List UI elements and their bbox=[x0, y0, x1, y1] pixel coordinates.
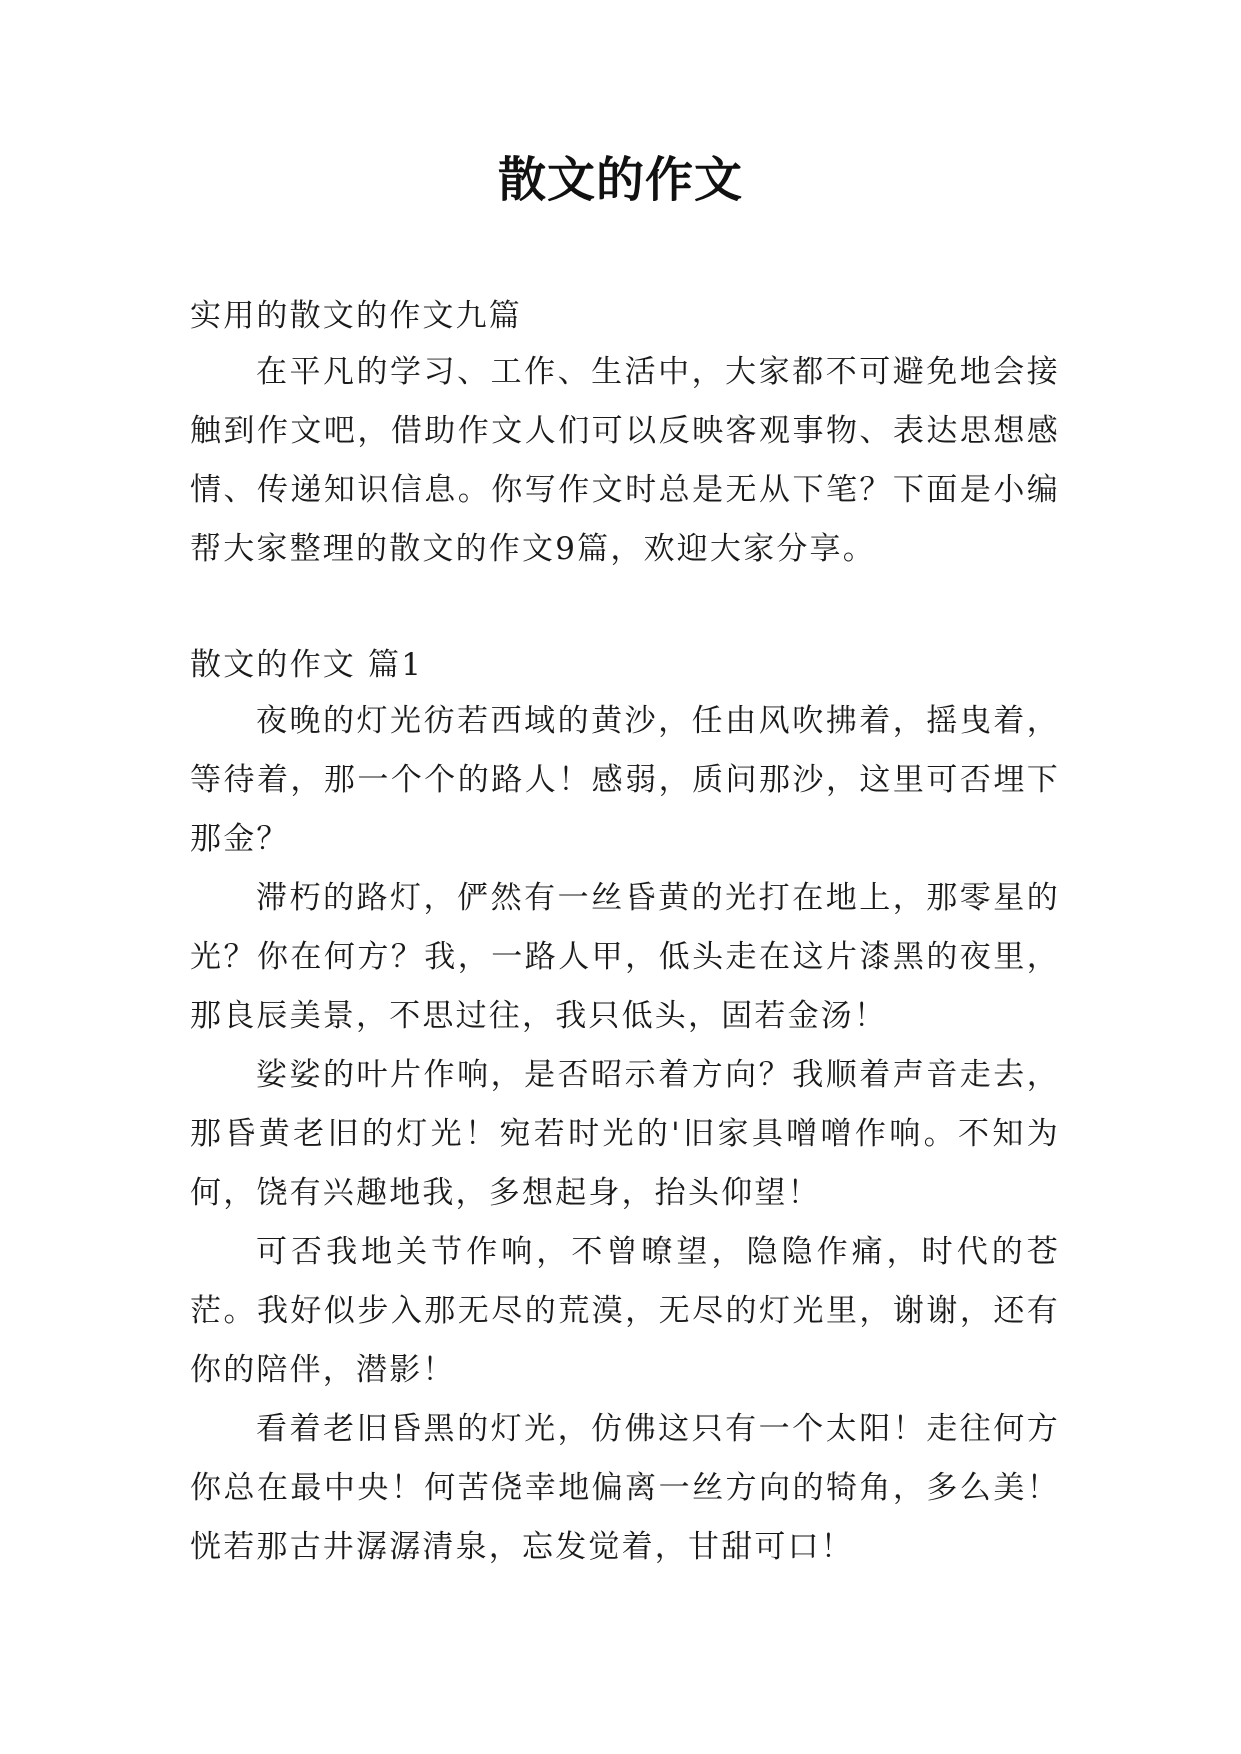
section-body bbox=[190, 692, 1060, 1577]
document-subtitle: 实用的散文的作文九篇 bbox=[190, 298, 522, 334]
section-heading: 散文的作文 篇1 bbox=[190, 647, 424, 683]
body-paragraph: 看着老旧昏黑的灯光，仿佛这只有一个太阳！走往何方你总在最中央！何苦侥幸地偏离一丝方向的犄角，多么美！恍若那古井潺潺清泉，忘发觉着，甘甜可口！ bbox=[190, 1411, 1060, 1565]
document-title: 散文的作文 bbox=[497, 152, 743, 208]
intro-paragraph: 在平凡的学习、工作、生活中，大家都不可避免地会接触到作文吧，借助作文人们可以反映客观事物、表达思想感情、传递知识信息。你写作文时总是无从下笔？下面是小编帮大家整理的散文的作文9篇，欢迎大家分享。 bbox=[190, 354, 1060, 567]
body-paragraph: 夜晚的灯光彷若西域的黄沙，任由风吹拂着，摇曳着，等待着，那一个个的路人！感弱，质问那沙，这里可否埋下那金？ bbox=[190, 703, 1060, 857]
body-paragraph: 可否我地关节作响，不曾暸望，隐隐作痛，时代的苍茫。我好似步入那无尽的荒漠，无尽的灯光里，谢谢，还有你的陪伴，潜影！ bbox=[190, 1234, 1060, 1388]
intro-block bbox=[190, 343, 1060, 579]
body-paragraph: 娑娑的叶片作响，是否昭示着方向？我顺着声音走去，那昏黄老旧的灯光！宛若时光的'旧家具噌噌作响。不知为何，饶有兴趣地我，多想起身，抬头仰望！ bbox=[190, 1057, 1060, 1211]
body-paragraph: 滞朽的路灯，俨然有一丝昏黄的光打在地上，那零星的光？你在何方？我，一路人甲，低头走在这片漆黑的夜里，那良辰美景，不思过往，我只低头，固若金汤！ bbox=[190, 880, 1060, 1034]
